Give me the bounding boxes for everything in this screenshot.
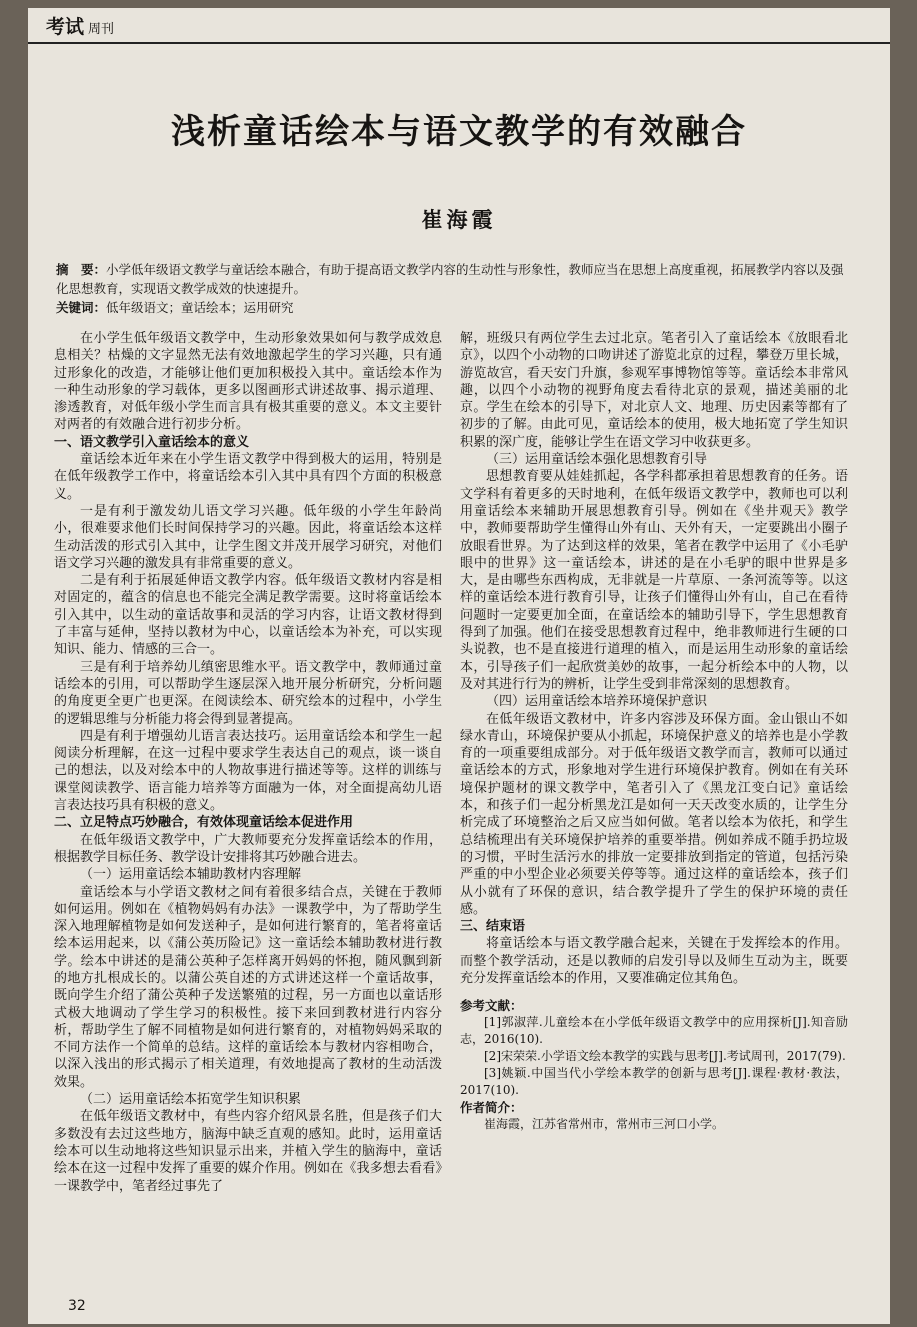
reference-item: [2]宋荣荣.小学语文绘本教学的实践与思考[J].考试周刊，2017(79).	[484, 1049, 846, 1064]
references-title: 参考文献：	[460, 998, 523, 1014]
paragraph: 在低年级语文教材中，许多内容涉及环保方面。金山银山不如绿水青山，环境保护要从小抓起，环境保护意义的培养也是小学教育的一项重要组成部分。对于低年级语文教学而言，教师可以通过童话绘本的方式，形象地对学生进行环境保护教育。例如在有关环境保护题材的课文教学中，笔者引入了《黑龙江变白记》童话绘本，和孩子们一起分析黑龙江是如何一天天改变水质的，让学生分析完成了环境整治之后又应当如何做。笔者以绘本为依托，和学生总结梳理出有关环境保护培养的重要举措。例如养成不随手扔垃圾的习惯，平时生活污水的排放一定要排放到指定的管道，包括污染严重的中小型企业必须要关停等等。通过这样的童话绘本，孩子们从小就有了环保的意识，结合教学提升了学生的保护环境的责任感。	[460, 711, 848, 917]
subsection-heading: （一）运用童话绘本辅助教材内容理解	[80, 867, 302, 883]
section-heading-2: 二、立足特点巧妙融合，有效体现童话绘本促进作用	[54, 815, 354, 831]
article-title: 浅析童话绘本与语文教学的有效融合	[171, 112, 747, 152]
left-column	[54, 330, 442, 1195]
paragraph: 将童话绘本与语文教学融合起来，关键在于发挥绘本的作用。而整个教学活动，还是以教师的启发引导以及师生互动为主，既要充分发挥童话绘本的作用，又要准确定位其角色。	[460, 936, 848, 986]
paragraph: 四是有利于增强幼儿语言表达技巧。运用童话绘本和学生一起阅读分析理解，在这一过程中要求学生表达自己的观点，谈一谈自己的想法，以及对绘本中的人物故事进行描述等等。这样的训练与课堂阅读教学、语言能力培养等方面融为一体，对全面提高幼儿语言表达技巧具有积极的意义。	[54, 728, 442, 814]
abstract-text: 小学低年级语文教学与童话绘本融合，有助于提高语文教学内容的生动性与形象性，教师应当在思想上高度重视，拓展教学内容以及强化思想教育，实现语文教学成效的快速提升。	[56, 262, 844, 296]
paragraph: 在低年级语文教学中，广大教师要充分发挥童话绘本的作用，根据教学目标任务、教学设计安排将其巧妙融合进去。	[54, 832, 442, 865]
intro-paragraph: 在小学生低年级语文教学中，生动形象效果如何与教学成效息息相关？枯燥的文字显然无法有效地激起学生的学习兴趣，只有通过形象化的改造，才能够让他们更加积极投入其中。童话绘本作为一种生动形象的学习载体，更多以图画形式讲述故事、揭示道理、渗透教育，对低年级小学生而言具有极其重要的意义。本文主要针对两者的有效融合进行初步分析。	[54, 331, 442, 433]
article-author: 崔海霞	[421, 207, 497, 232]
abstract-block	[56, 260, 856, 317]
reference-item: [3]姚颖.中国当代小学绘本教学的创新与思考[J].课程·教材·教法，2017(10).	[460, 1066, 848, 1098]
author-bio: 崔海霞，江苏省常州市，常州市三河口小学。	[484, 1117, 725, 1132]
reference-item: [1]郭淑萍.儿童绘本在小学低年级语文教学中的应用探析[J].知音励志，2016(10).	[460, 1015, 848, 1047]
paragraph: 思想教育要从娃娃抓起，各学科都承担着思想教育的任务。语文学科有着更多的天时地利，在低年级语文教学中，教师也可以利用童话绘本来辅助开展思想教育引导。例如在《坐井观天》教学中，教师要帮助学生懂得山外有山、天外有天，一定要跳出小圈子放眼看世界。为了达到这样的效果，笔者在教学中运用了《小毛驴眼中的世界》这一童话绘本，讲述的是在小毛驴的眼中世界是多大，是由哪些东西构成，无非就是一片草原、一条河流等等。以这样的童话绘本进行教育引导，让孩子们懂得山外有山，自己在看待问题时一定要更加全面，在童话绘本的辅助引导下，学生思想教育得到了加强。他们在接受思想教育过程中，绝非教师进行生硬的口头说教，也不是直接进行道理的植入，而是运用生动形象的童话绘本，引导孩子们一起欣赏美妙的故事，一起分析绘本中的人物，以及对其进行行为的辨析，让学生受到非常深刻的思想教育。	[460, 469, 848, 692]
subsection-heading: （二）运用童话绘本拓宽学生知识积累	[80, 1092, 302, 1108]
page-number: 32	[68, 1298, 86, 1314]
paragraph: 童话绘本近年来在小学生语文教学中得到极大的运用，特别是在低年级教学工作中，将童话绘本引入其中具有四个方面的积极意义。	[54, 452, 442, 502]
paragraph: 三是有利于培养幼儿缜密思维水平。语文教学中，教师通过童话绘本的引用，可以帮助学生逐层深入地开展分析研究，分析问题的角度更全更广也更深。在阅读绘本、研究绘本的过程中，小学生的逻辑思维与分析能力将会得到显著提高。	[54, 659, 442, 727]
keywords-text: 低年级语文；童话绘本；运用研究	[106, 300, 294, 315]
magazine-name: 考试 周刊	[46, 16, 115, 38]
journal-page	[28, 8, 890, 1324]
author-bio-title: 作者简介：	[460, 1100, 523, 1116]
subsection-heading: （三）运用童话绘本强化思想教育引导	[486, 452, 708, 468]
paragraph: 一是有利于激发幼儿语文学习兴趣。低年级的小学生年龄尚小，很难要求他们长时间保持学习的兴趣。因此，将童话绘本这样生动活泼的形式引入其中，让学生图文并茂开展学习研究，对他们语文学习兴趣的激发具有非常重要的意义。	[54, 503, 442, 571]
abstract-label: 摘 要：	[56, 262, 107, 277]
paragraph: 童话绘本与小学语文教材之间有着很多结合点，关键在于教师如何运用。例如在《植物妈妈有办法》一课教学中，为了帮助学生深入地理解植物是如何发送种子，是如何进行繁育的，笔者将童话绘本运用起来，以《蒲公英历险记》这一童话绘本辅助教材进行教学。绘本中讲述的是蒲公英种子怎样离开妈妈的怀抱，随风飘到新的地方扎根成长的。以蒲公英自述的方式讲述这样一个童话故事，既向学生介绍了蒲公英种子发送繁殖的过程，另一方面也以童话形式极大地调动了学生学习的积极性。接下来回到教材进行内容分析，帮助学生了解不同植物是如何进行繁育的，对植物妈妈采取的不同方法作一个简单的总结。这样的童话绘本与教材内容相吻合，以深入浅出的形式揭示了相关道理，有效地提高了教材的生动活泼效果。	[54, 884, 442, 1090]
page-header	[28, 8, 890, 44]
section-heading-1: 一、语文教学引入童话绘本的意义	[54, 434, 250, 450]
keywords-label: 关键词：	[56, 300, 107, 315]
right-column	[460, 330, 848, 1133]
magazine-type: 周刊	[88, 22, 115, 37]
subsection-heading: （四）运用童话绘本培养环境保护意识	[486, 694, 708, 710]
paragraph: 二是有利于拓展延伸语文教学内容。低年级语文教材内容是相对固定的，蕴含的信息也不能完全满足教学需要。这时将童话绘本引入其中，以生动的童话故事和灵活的学习内容，让语文教材得到了丰富与延伸，坚持以教材为中心，以童话绘本为补充，可以实现知识、能力、情感的三合一。	[54, 573, 442, 658]
paragraph: 在低年级语文教材中，有些内容介绍风景名胜，但是孩子们大多数没有去过这些地方，脑海中缺乏直观的感知。此时，运用童话绘本可以生动地将这些知识显示出来，并植入学生的脑海中，童话绘本在这一过程中发挥了重要的媒介作用。例如在《我多想去看看》一课教学中，笔者经过事先了	[54, 1109, 442, 1194]
references	[460, 997, 848, 1133]
paragraph: 解，班级只有两位学生去过北京。笔者引入了童话绘本《放眼看北京》，以四个小动物的口吻讲述了游览北京的过程，攀登万里长城，游览故宫，看天安门升旗，参观军事博物馆等等。童话绘本非常风趣，以四个小动物的视野角度去看待北京的景观，描述美丽的北京。学生在绘本的引导下，对北京人文、地理、历史因素等都有了初步的了解。由此可见，童话绘本的使用，极大地拓宽了学生知识积累的深广度，能够让学生在语文学习中收获更多。	[460, 331, 848, 450]
section-heading-3: 三、结束语	[460, 919, 526, 935]
